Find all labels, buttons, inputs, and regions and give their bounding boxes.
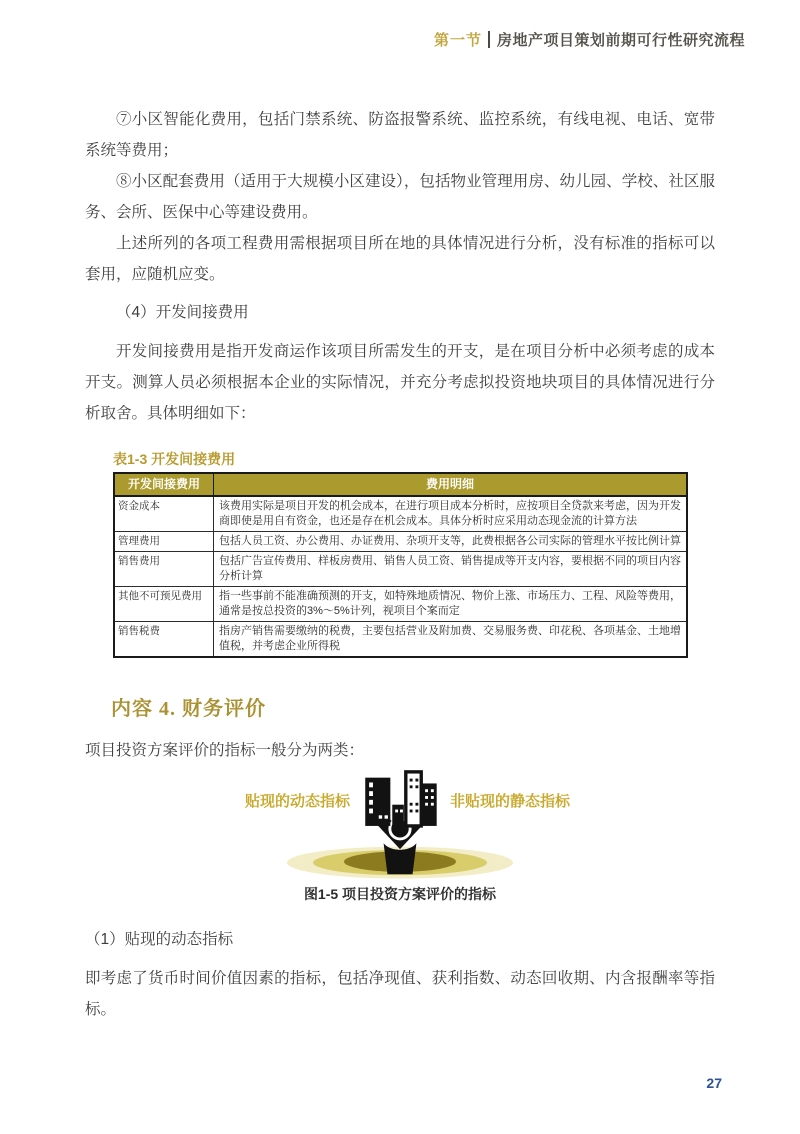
figure-left-label: 贴现的动态指标 xyxy=(244,793,350,810)
table-cell-detail: 指房产销售需要缴纳的税费，主要包括营业及附加费、交易服务费、印花税、各项基金、土地增值税，并考虑企业所得税 xyxy=(214,622,688,658)
paragraph-item-8: ⑧小区配套费用（适用于大规模小区建设），包括物业管理用房、幼儿园、学校、社区服务、会所、医保中心等建设费用。 xyxy=(85,173,715,221)
paragraph-indirect-costs: 开发间接费用是指开发商运作该项目所需发生的开支，是在项目分析中必须考虑的成本开支。测算人员必须根据本企业的实际情况，并充分考虑拟投资地块项目的具体情况进行分析取舍。具体明细如下： xyxy=(85,343,715,422)
sub-heading-1: （1）贴现的动态指标 xyxy=(85,931,234,948)
paragraph-two-types: 项目投资方案评价的指标一般分为两类： xyxy=(85,742,365,759)
text-column xyxy=(85,0,715,1025)
table-cell-detail: 包括人员工资、办公费用、办证费用、杂项开支等，此费根据各公司实际的管理水平按比例计算 xyxy=(214,532,688,552)
paragraph-note: 上述所列的各项工程费用需根据项目所在地的具体情况进行分析，没有标准的指标可以套用，应随机应变。 xyxy=(85,235,715,283)
paragraph-item-7: ⑦小区智能化费用，包括门禁系统、防盗报警系统、监控系统，有线电视、电话、宽带系统等费用； xyxy=(85,111,715,159)
indirect-cost-table xyxy=(113,472,688,658)
table-cell-category: 其他不可预见费用 xyxy=(114,587,214,622)
page-number: 27 xyxy=(706,1075,722,1091)
section-heading: 内容 4. 财务评价 xyxy=(111,698,266,720)
city-skyline-icon xyxy=(365,772,436,826)
figure-canvas xyxy=(85,768,715,880)
table-row xyxy=(114,496,687,532)
table-cell-detail: 该费用实际是项目开发的机会成本，在进行项目成本分析时，应按项目全贷款来考虑，因为开发商即使是用自有资金，也还是存在机会成本。具体分析时应采用动态现金流的计算方法 xyxy=(214,496,688,532)
table-title: 表1-3 开发间接费用 xyxy=(113,451,236,467)
table-row xyxy=(114,622,687,658)
table-row xyxy=(114,552,687,587)
figure-caption: 图1-5 项目投资方案评价的指标 xyxy=(303,886,497,902)
figure-right-label: 非贴现的静态指标 xyxy=(450,793,571,810)
sub-heading-4: （4）开发间接费用 xyxy=(116,304,249,321)
table-cell-category: 资金成本 xyxy=(114,496,214,532)
header-chapter-title: 房地产项目策划前期可行性研究流程 xyxy=(496,32,745,49)
table-cell-detail: 指一些事前不能准确预测的开支，如特殊地质情况、物价上涨、市场压力、工程、风险等费用，通常是按总投资的3%～5%计列，视项目个案而定 xyxy=(214,587,688,622)
header-section-label: 第一节 xyxy=(433,32,482,49)
table-header-cell-detail: 费用明细 xyxy=(214,473,688,496)
table-cell-category: 管理费用 xyxy=(114,532,214,552)
table-row xyxy=(114,587,687,622)
table-header-cell-category: 开发间接费用 xyxy=(114,473,214,496)
table-header-row xyxy=(114,473,687,496)
figure-1-5 xyxy=(85,768,715,904)
table-row xyxy=(114,532,687,552)
paragraph-discounted: 即考虑了货币时间价值因素的指标，包括净现值、获利指数、动态回收期、内含报酬率等指标。 xyxy=(85,970,715,1018)
table-cell-category: 销售费用 xyxy=(114,552,214,587)
person-holding-city-icon xyxy=(280,768,520,880)
table-cell-category: 销售税费 xyxy=(114,622,214,658)
table-cell-detail: 包括广告宣传费用、样板房费用、销售人员工资、销售提成等开支内容，要根据不同的项目内容分析计算 xyxy=(214,552,688,587)
